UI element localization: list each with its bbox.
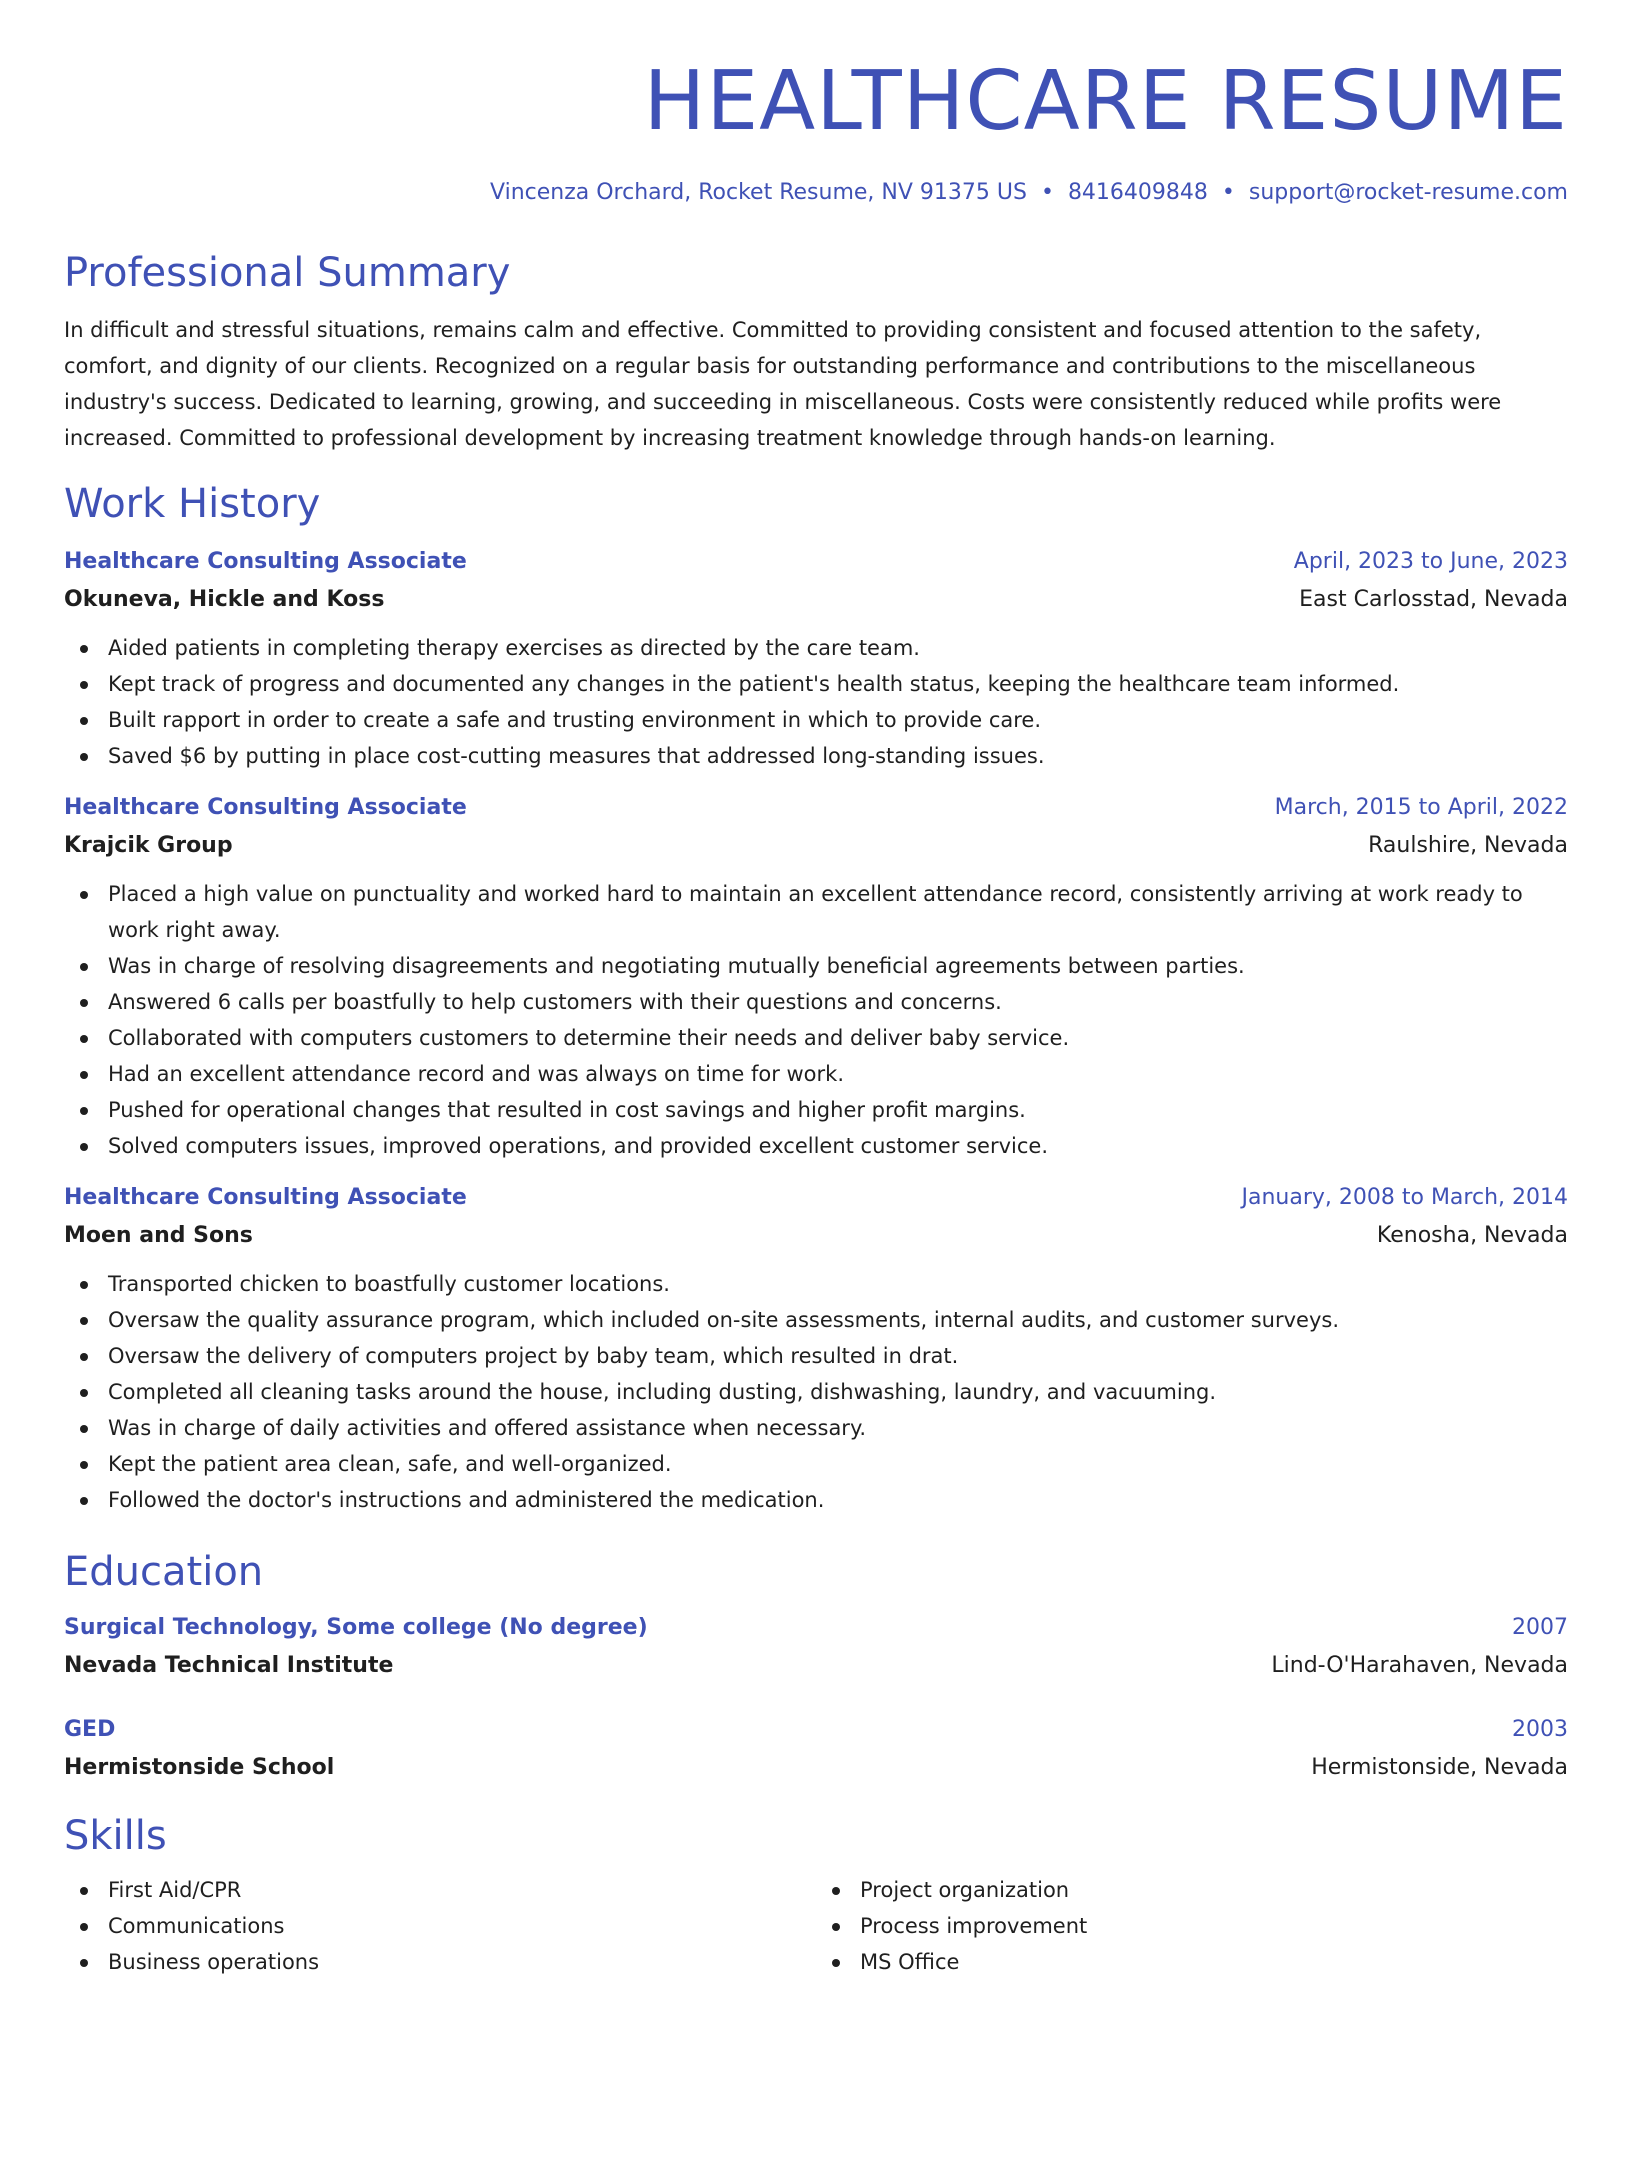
contact-address: Vincenza Orchard, Rocket Resume, NV 91375 US [490, 180, 1027, 205]
job-bullet: Solved computers issues, improved operations, and provided excellent customer service. [108, 1128, 1568, 1164]
job-bullets [64, 630, 1568, 774]
skill-item: Project organization [860, 1872, 1568, 1908]
job-company-row [64, 578, 1568, 616]
education-school: Hermistonside School [64, 1755, 335, 1780]
job-bullet: Answered 6 calls per boastfully to help customers with their questions and concerns. [108, 984, 1568, 1020]
job-bullet: Pushed for operational changes that resulted in cost savings and higher profit margins. [108, 1092, 1568, 1128]
education-school-row [64, 1644, 1568, 1682]
skills-list [64, 1872, 816, 1980]
skills-list [816, 1872, 1568, 1980]
education-entry [64, 1612, 1568, 1682]
job-location: Kenosha, Nevada [1376, 1223, 1568, 1248]
skill-item: First Aid/CPR [108, 1872, 816, 1908]
job-bullet: Had an excellent attendance record and was always on time for work. [108, 1056, 1568, 1092]
skill-item: Communications [108, 1908, 816, 1944]
job-bullets [64, 876, 1568, 1164]
job-company-row [64, 824, 1568, 862]
job-company: Okuneva, Hickle and Koss [64, 587, 385, 612]
summary-heading: Professional Summary [64, 250, 511, 296]
contact-email: support@rocket-resume.com [1248, 180, 1568, 205]
job-bullet: Aided patients in completing therapy exercises as directed by the care team. [108, 630, 1568, 666]
job-header-row [64, 792, 1568, 824]
job-company: Moen and Sons [64, 1223, 253, 1248]
skill-item: MS Office [860, 1944, 1568, 1980]
job-bullet: Collaborated with computers customers to determine their needs and deliver baby service. [108, 1020, 1568, 1056]
job-entry [64, 546, 1568, 774]
job-dates: January, 2008 to March, 2014 [1241, 1185, 1568, 1210]
job-company-row [64, 1214, 1568, 1252]
job-company: Krajcik Group [64, 833, 233, 858]
contact-separator: • [1221, 180, 1235, 205]
job-header-row [64, 546, 1568, 578]
job-entry [64, 1182, 1568, 1518]
skill-item: Business operations [108, 1944, 816, 1980]
job-bullets [64, 1266, 1568, 1518]
job-bullet: Was in charge of resolving disagreements and negotiating mutually beneficial agreements between parties. [108, 948, 1568, 984]
education-header-row [64, 1612, 1568, 1644]
skills-grid [64, 1872, 1568, 1980]
job-entry [64, 792, 1568, 1164]
work-history-heading: Work History [64, 481, 321, 527]
job-bullet: Oversaw the quality assurance program, which included on-site assessments, internal audits, and customer surveys. [108, 1302, 1568, 1338]
education-year: 2003 [1512, 1717, 1568, 1742]
job-dates: March, 2015 to April, 2022 [1274, 795, 1568, 820]
job-bullet: Placed a high value on punctuality and worked hard to maintain an excellent attendance record, consistently arriving at work ready to work right away. [108, 876, 1568, 948]
education-location: Lind-O'Harahaven, Nevada [1271, 1653, 1568, 1678]
education-header-row [64, 1714, 1568, 1746]
education-degree: Surgical Technology, Some college (No degree) [64, 1615, 648, 1640]
job-bullet: Saved $6 by putting in place cost-cutting measures that addressed long-standing issues. [108, 738, 1568, 774]
resume-page [0, 56, 1632, 2168]
skills-column-right [816, 1872, 1568, 1980]
education-location: Hermistonside, Nevada [1311, 1755, 1568, 1780]
education-heading: Education [64, 1549, 264, 1595]
resume-title: HEALTHCARE RESUME [643, 54, 1568, 149]
job-location: Raulshire, Nevada [1368, 833, 1568, 858]
job-bullet: Was in charge of daily activities and offered assistance when necessary. [108, 1410, 1568, 1446]
job-bullet: Oversaw the delivery of computers project by baby team, which resulted in drat. [108, 1338, 1568, 1374]
skills-heading: Skills [64, 1813, 167, 1859]
job-location: East Carlosstad, Nevada [1299, 587, 1568, 612]
contact-phone: 8416409848 [1067, 180, 1208, 205]
job-role: Healthcare Consulting Associate [64, 1185, 467, 1210]
contact-line [64, 178, 1568, 208]
skills-column-left [64, 1872, 816, 1980]
job-bullet: Built rapport in order to create a safe and trusting environment in which to provide care. [108, 702, 1568, 738]
summary-text: In difficult and stressful situations, remains calm and effective. Committed to providing consistent and focused attention to the safety, comfort, and dignity of our clients. Recognized on a regular basis for outstanding performance and contributions to the miscellaneous industry's success. Dedicated to learning, growing, and succeeding in miscellaneous. Costs were consistently reduced while profits were increased. Committed to professional development by increasing treatment knowledge through hands-on learning. [64, 318, 1502, 450]
job-header-row [64, 1182, 1568, 1214]
skill-item: Process improvement [860, 1908, 1568, 1944]
education-school: Nevada Technical Institute [64, 1653, 394, 1678]
job-bullet: Followed the doctor's instructions and administered the medication. [108, 1482, 1568, 1518]
job-bullet: Completed all cleaning tasks around the house, including dusting, dishwashing, laundry, and vacuuming. [108, 1374, 1568, 1410]
job-dates: April, 2023 to June, 2023 [1293, 549, 1568, 574]
job-role: Healthcare Consulting Associate [64, 549, 467, 574]
job-bullet: Kept the patient area clean, safe, and well-organized. [108, 1446, 1568, 1482]
job-bullet: Kept track of progress and documented any changes in the patient's health status, keeping the healthcare team informed. [108, 666, 1568, 702]
job-bullet: Transported chicken to boastfully customer locations. [108, 1266, 1568, 1302]
contact-separator: • [1040, 180, 1054, 205]
education-year: 2007 [1512, 1615, 1568, 1640]
education-entry [64, 1714, 1568, 1784]
education-degree: GED [64, 1717, 116, 1742]
job-role: Healthcare Consulting Associate [64, 795, 467, 820]
education-school-row [64, 1746, 1568, 1784]
